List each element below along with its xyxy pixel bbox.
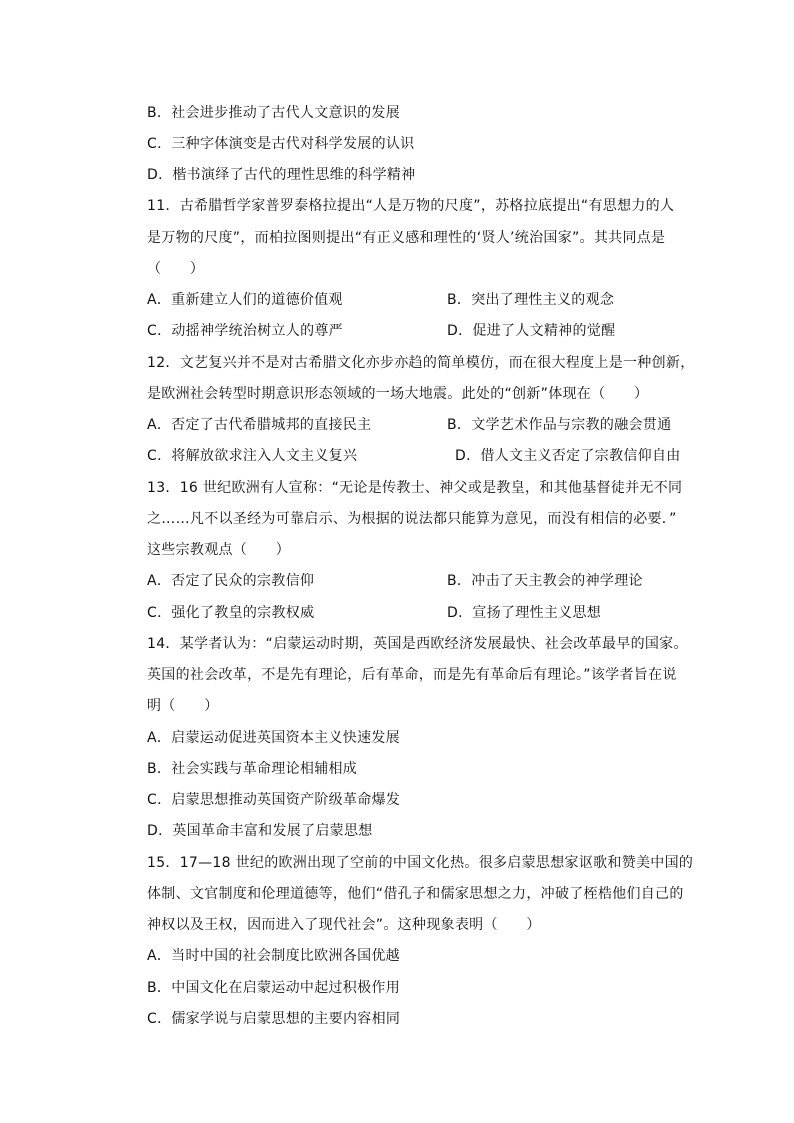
q14-stem-line2: 英国的社会改革，不是先有理论，后有革命，而是先有革命后有理论。”该学者旨在说 — [147, 667, 677, 683]
q11-option-d: D．促进了人文精神的觉醒 — [447, 323, 616, 339]
q12-stem-line2: 是欧洲社会转型时期意识形态领域的一场大地震。此处的“创新”体现在（ ） — [147, 386, 649, 402]
q14-option-a: A．启蒙运动促进英国资本主义快速发展 — [147, 730, 400, 746]
q11-stem-line2: 是万物的尺度”，而柏拉图则提出“有正义感和理性的‘贤人’统治国家”。其共同点是 — [147, 230, 666, 246]
q14-option-d: D．英国革命丰富和发展了启蒙思想 — [147, 823, 373, 839]
q15-stem-line1: 15．17—18 世纪的欧洲出现了空前的中国文化热。很多启蒙思想家讴歌和赞美中国的 — [147, 855, 694, 871]
q12-option-d: D．借人文主义否定了宗教信仰自由 — [455, 448, 681, 464]
q11-option-a: A．重新建立人们的道德价值观 — [147, 292, 343, 308]
q14-stem-line3: 明（ ） — [147, 698, 219, 714]
q13-option-a: A．否定了民众的宗教信仰 — [147, 573, 315, 589]
q13-option-b: B．冲击了天主教会的神学理论 — [447, 573, 643, 589]
q11-option-c: C．动摇神学统治树立人的尊严 — [147, 323, 343, 339]
q15-stem-line3: 神权以及王权，因而进入了现代社会”。这种现象表明（ ） — [147, 917, 541, 933]
q13-stem-line1: 13．16 世纪欧洲有人宣称：“无论是传教士、神父或是教皇，和其他基督徒并无不同 — [147, 480, 683, 496]
q13-stem-line2: 之……凡不以圣经为可靠启示、为根据的说法都只能算为意见，而没有相信的必要．” — [147, 511, 677, 527]
q15-option-b: B．中国文化在启蒙运动中起过积极作用 — [147, 980, 401, 996]
q15-stem-line2: 体制、文官制度和伦理道德等，他们“借孔子和儒家思想之力，冲破了桎梏他们自己的 — [147, 886, 684, 902]
option-c-prev: C．三种字体演变是古代对科学发展的认识 — [147, 136, 415, 152]
q12-option-a: A．否定了古代希腊城邦的直接民主 — [147, 417, 372, 433]
q11-option-b: B．突出了理性主义的观念 — [447, 292, 615, 308]
q12-stem-line1: 12．文艺复兴并不是对古希腊文化亦步亦趋的简单模仿，而在很大程度上是一种创新， — [147, 355, 695, 371]
q14-stem-line1: 14．某学者认为：“启蒙运动时期，英国是西欧经济发展最快、社会改革最早的国家。 — [147, 636, 688, 652]
q13-option-d: D．宣扬了理性主义思想 — [447, 605, 602, 621]
q15-option-a: A．当时中国的社会制度比欧洲各国优越 — [147, 948, 400, 964]
q14-option-b: B．社会实践与革命理论相辅相成 — [147, 761, 358, 777]
q12-option-b: B．文学艺术作品与宗教的融会贯通 — [447, 417, 672, 433]
q11-stem-line1: 11．古希腊哲学家普罗泰格拉提出“人是万物的尺度”，苏格拉底提出“有思想力的人 — [147, 198, 675, 214]
option-b-prev: B．社会进步推动了古代人文意识的发展 — [147, 105, 401, 121]
q12-option-c: C．将解放欲求注入人文主义复兴 — [147, 448, 358, 464]
option-d-prev: D．楷书演绎了古代的理性思维的科学精神 — [147, 167, 416, 183]
q14-option-c: C．启蒙思想推动英国资产阶级革命爆发 — [147, 792, 401, 808]
q13-stem-line3: 这些宗教观点（ ） — [147, 542, 290, 558]
q15-option-c: C．儒家学说与启蒙思想的主要内容相同 — [147, 1011, 401, 1027]
q13-option-c: C．强化了教皇的宗教权威 — [147, 605, 315, 621]
q11-stem-line3: （ ） — [147, 261, 205, 277]
